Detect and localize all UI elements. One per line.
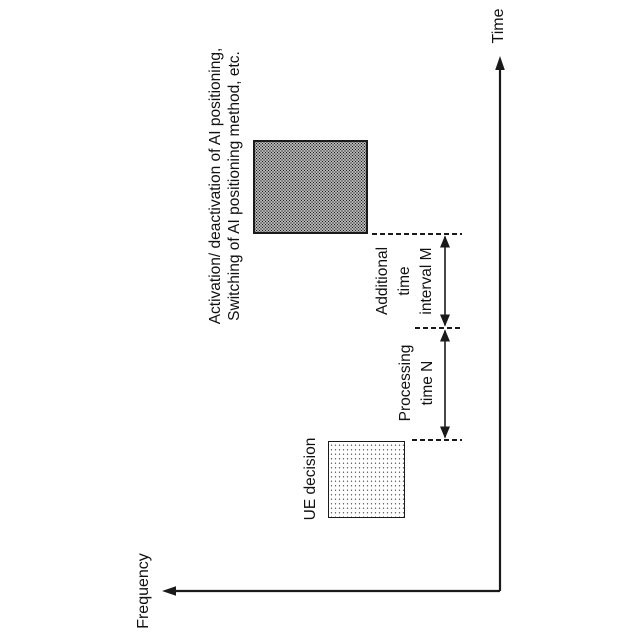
- additional-interval-label-line1: Additional: [374, 246, 391, 316]
- processing-interval-label-line2: time N: [419, 360, 436, 406]
- processing-interval-label: [395, 345, 439, 422]
- additional-interval-label-line2: time: [396, 266, 413, 296]
- additional-interval-label-line3: interval M: [418, 247, 435, 315]
- time-axis-arrowhead-icon: [495, 56, 505, 70]
- activation-box-label: [206, 48, 244, 325]
- time-axis-label: Time: [490, 8, 507, 44]
- activation-box: [253, 140, 368, 234]
- frequency-axis-arrowhead-icon: [162, 586, 176, 596]
- frequency-axis-label: Frequency: [135, 553, 152, 629]
- ue-decision-box: [328, 441, 405, 518]
- ue-decision-label: UE decision: [302, 437, 319, 521]
- additional-interval-label: [372, 247, 438, 315]
- activation-box-label-line1: Activation/ deactivation of AI positioning,: [207, 47, 224, 325]
- activation-box-label-line2: Switching of AI positioning method, etc.: [226, 51, 243, 321]
- processing-interval-label-line1: Processing: [397, 344, 414, 422]
